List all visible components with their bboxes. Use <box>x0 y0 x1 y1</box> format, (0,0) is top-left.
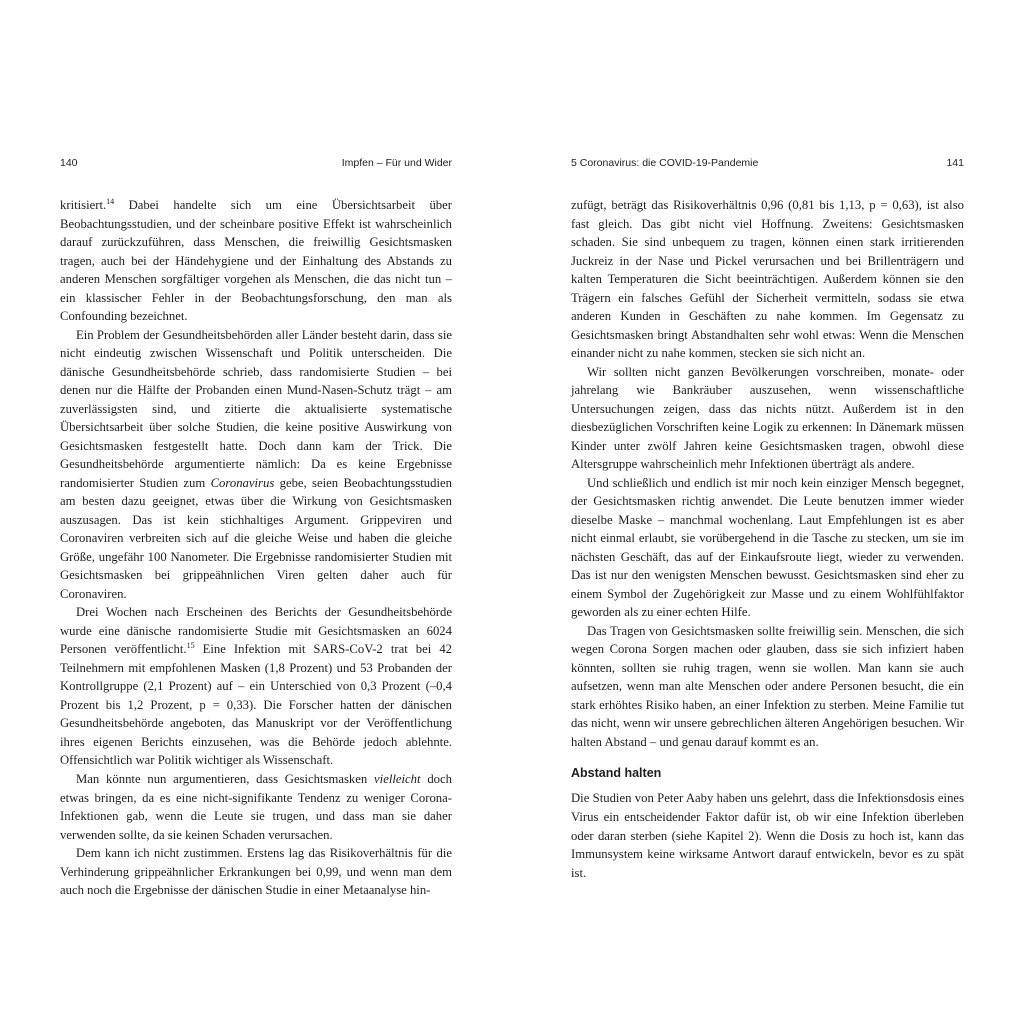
left-page-number: 140 <box>60 157 78 169</box>
text-run: Das Tragen von Gesichtsmasken sollte freiwillig sein. Menschen, die sich wegen Corona Sorgen machen oder glauben, dass sie sich infiziert haben könnten, sollten sie ruhig tragen, wenn sie wollen. Man kann sie auch aufsetzen, wenn man alte Menschen oder andere Personen besucht, die ein stark erhöhtes Risiko haben, an einer Infektion zu sterben. Meine Familie tut das nicht, wenn wir unsere gebrechlichen älteren Angehörigen besuchen. Wir halten Abstand – und genau darauf kommt es an. <box>571 623 964 749</box>
text-run: Dem kann ich nicht zustimmen. Erstens lag das Risikoverhältnis für die Verhinderung grippeähnlicher Erkrankungen bei 0,99, und wenn man dem auch noch die Ergebnisse der dänischen Studie in einer Metaanalyse hin- <box>60 846 452 898</box>
left-running-title: Impfen – Für und Wider <box>341 157 452 169</box>
text-run: Eine Infektion mit SARS-CoV-2 trat bei 42 Teilnehmern mit empfohlenen Masken (1,8 Prozent) und 53 Probanden der Kontrollgruppe (2,1 Prozent) auf – ein Unterschied von 0,3 Prozent (–0,4 Prozent bis 1,2 Prozent, p = 0,33). Die Forscher hatten der dänischen Gesundheitsbehörde angeboten, das Manuskript vor der Veröffentlichung ihres eigenen Berichts einzusehen, was die Behörde jedoch ablehnte. Offensichtlich war Politik wichtiger als Wissenschaft. <box>60 642 453 768</box>
body-paragraph <box>571 789 964 882</box>
text-run: Und schließlich und endlich ist mir noch kein einziger Mensch begegnet, der Gesichtsmasken richtig anwendet. Die Leute benutzen immer wieder dieselbe Maske – manchmal wochenlang. Laut Empfehlungen ist es aber nicht einmal erlaubt, sie vorübergehend in die Tasche zu stecken, um sie im nächsten Geschäft, das auf der Einkaufsroute liegt, wieder zu verwenden. Das ist nur den wenigsten Menschen bewusst. Gesichtsmasken sind eher zu einem Symbol der Zugehörigkeit zur Masse und zu einem Wohlfühlfaktor geworden als zu einer echten Hilfe. <box>571 475 964 620</box>
footnote-reference: 14 <box>106 197 115 206</box>
body-paragraph <box>60 326 452 604</box>
left-body-text <box>60 196 452 900</box>
right-running-title: 5 Coronavirus: die COVID-19-Pandemie <box>571 157 759 169</box>
emphasized-text: vielleicht <box>374 771 421 786</box>
text-run: zufügt, beträgt das Risikoverhältnis 0,96 (0,81 bis 1,13, p = 0,63), ist also fast gleich. Das gibt nicht viel Hoffnung. Zweitens: Gesichtsmasken schaden. Sie sind unbequem zu tragen, können einen stark irritierenden Juckreiz in der Nase und Pickel verursachen und bei Brillenträgern und kalten Temperaturen die Sicht beeinträchtigen. Außerdem können sie den Trägern ein falsches Gefühl der Sicherheit vermitteln, sodass sie etwa anderen Kunden in Geschäften zu nahe kommen. Im Gegensatz zu Gesichtsmasken bringt Abstandhalten sehr wohl etwas: Wenn die Menschen einander nicht zu nahe kommen, stecken sie sich nicht an. <box>571 198 964 361</box>
body-paragraph <box>60 603 452 770</box>
text-run: Dabei handelte sich um eine Übersichtsarbeit über Beobachtungsstudien, und der scheinbare positive Effekt ist wahrscheinlich darauf zurückzuführen, dass Menschen, die freiwillig Gesichtsmasken tragen, auch bei der Händehygiene und der Einhaltung des Abstands zu anderen Menschen sorgfältiger vorgehen als Menschen, die das nicht tun – ein klassischer Fehler in der Beobachtungsforschung, den man als Confounding bezeichnet. <box>60 198 452 324</box>
body-paragraph <box>571 474 964 622</box>
text-run: Man könnte nun argumentieren, dass Gesichtsmasken <box>76 771 375 786</box>
left-page <box>60 0 452 1024</box>
body-paragraph <box>571 363 964 474</box>
text-run: Wir sollten nicht ganzen Bevölkerungen vorschreiben, monate- oder jahrelang wie Bankräuber auszusehen, wenn wissenschaftliche Untersuchungen zeigen, dass das nichts nützt. Außerdem ist in den diesbezüglichen Vorschriften keine Logik zu erkennen: In Dänemark müssen Kinder unter zwölf Jahren keine Gesichtsmasken tragen, obwohl diese Altersgruppe wahrscheinlich mehr Infektionen überträgt als andere. <box>571 364 964 472</box>
body-paragraph <box>60 770 452 844</box>
text-run: Die Studien von Peter Aaby haben uns gelehrt, dass die Infektionsdosis eines Virus ein entscheidender Faktor dafür ist, ob wir eine Infektion überleben oder daran sterben (siehe Kapitel 2). Wenn die Dosis zu hoch ist, kann das Immunsystem keine wirksame Antwort darauf entwickeln, bevor es zu spät ist. <box>571 791 964 880</box>
text-run: doch etwas bringen, da es eine nicht-signifikante Tendenz zu weniger Corona-Infektionen gab, wenn die Leute sie trugen, und dass man sie daher verwenden sollte, da sie keinen Schaden verursachen. <box>60 771 452 842</box>
text-run: kritisiert. <box>60 198 107 212</box>
footnote-reference: 15 <box>186 641 195 651</box>
right-running-head <box>571 157 964 175</box>
right-page <box>571 0 964 1024</box>
text-run: Drei Wochen nach Erscheinen des Berichts der Gesundheitsbehörde wurde eine dänische randomisierte Studie mit Gesichtsmasken an 6024 Personen veröffentlicht. <box>60 605 452 657</box>
section-heading: Abstand halten <box>571 766 662 781</box>
left-running-head <box>60 157 452 175</box>
text-run: Ein Problem der Gesundheitsbehörden aller Länder besteht darin, dass sie nicht eindeutig zwischen Wissenschaft und Politik unterscheiden. Die dänische Gesundheitsbehörde schrieb, dass randomisierte Studien – bei denen nur die Hälfte der Probanden einen Mund-Nasen-Schutz trägt – am zuverlässigsten sind, und zitierte die aktualisierte systematische Übersichtsarbeit über solche Studien, die keine positive Auswirkung von Gesichtsmasken festgestellt hatte. Doch dann kam der Trick. Die Gesundheitsbehörde argumentierte nämlich: Da es keine Ergebnisse randomisierter Studien zum <box>60 327 452 490</box>
emphasized-text: Coronavirus <box>210 475 275 490</box>
body-paragraph <box>571 622 964 752</box>
right-page-number: 141 <box>946 157 964 169</box>
body-paragraph <box>60 844 452 900</box>
right-body-text <box>571 196 964 882</box>
body-paragraph <box>571 196 964 363</box>
text-run: gebe, seien Beobachtungsstudien am besten dazu geeignet, etwas über die Wirkung von Gesichtsmasken auszusagen. Das ist kein stichhaltiges Argument. Grippeviren und Coronaviren verbreiten sich auf die gleiche Weise und haben die gleiche Größe, ungefähr 100 Nanometer. Die Ergebnisse randomisierter Studien mit Gesichtsmasken bei grippeähnlichen Viren gelten daher auch für Coronaviren. <box>60 475 452 601</box>
body-paragraph <box>60 196 452 326</box>
